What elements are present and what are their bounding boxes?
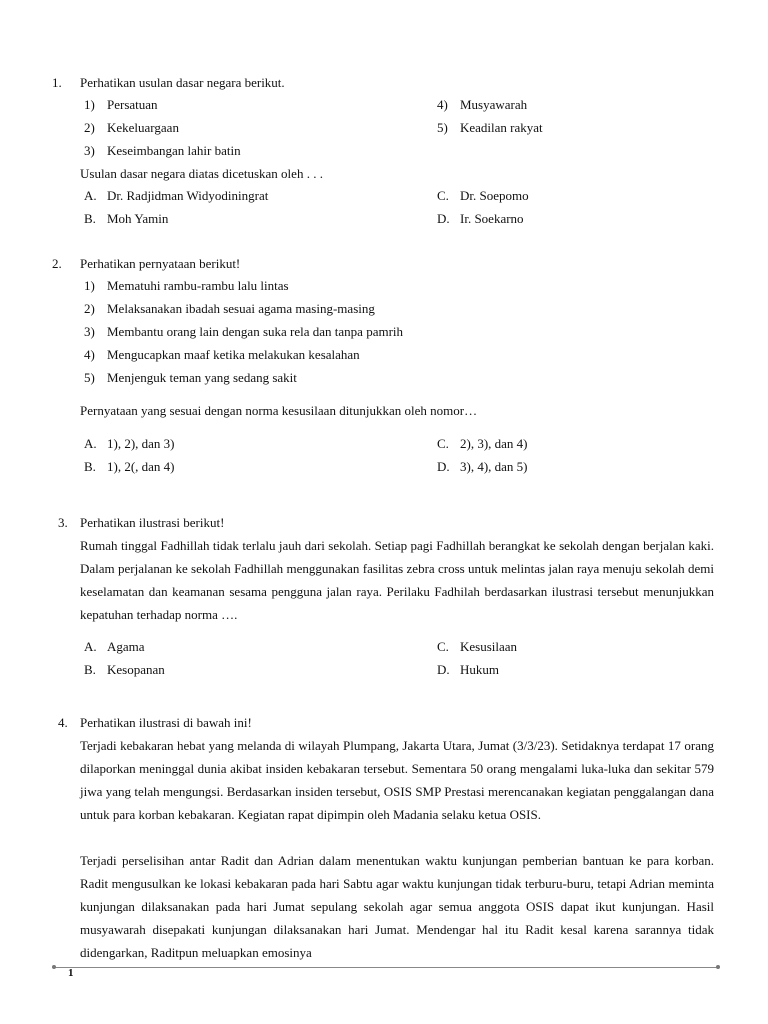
footer-rule-dot [716,965,720,969]
answer-option-a[interactable]: A. Agama [84,639,145,654]
question-paragraph: Rumah tinggal Fadhillah tidak terlalu jauh dari sekolah. Setiap pagi Fadhillah berangkat ke sekolah dengan berjalan kaki. Dalam perjalanan ke sekolah Fadhillah menggunakan fasilitas zebra cross untuk melintas jalan raya menuju sekolah demi keselamatan dan keamanan sesama pengguna jalan raya. Perilaku Fadhilah berdasarkan ilustrasi tersebut menunjukkan kepatuhan terhadap norma …. [80,538,714,622]
question-paragraph: Terjadi kebakaran hebat yang melanda di wilayah Plumpang, Jakarta Utara, Jumat (3/3/23). Setidaknya terdapat 17 orang dilaporkan meninggal dunia akibat insiden kebakaran tersebut. Sementara 50 orang mengalami luka-luka dan sekitar 579 jiwa yang telah mengungsi. Berdasarkan insiden tersebut, OSIS SMP Prestasi merencanakan kegiatan penggalangan dana untuk para korban kebakaran. Kegiatan rapat dipimpin oleh Madania selaku ketua OSIS. [80,738,714,822]
question-number: 1. [52,75,62,90]
question-number: 3. [58,515,68,530]
list-item: 1) Persatuan [84,97,158,112]
answer-option-c[interactable]: C. Dr. Soepomo [437,188,529,203]
list-item: 2) Kekeluargaan [84,120,179,135]
question-paragraph: Terjadi perselisihan antar Radit dan Adrian dalam menentukan waktu kunjungan pemberian bantuan ke para korban. Radit mengusulkan ke lokasi kebakaran pada hari Sabtu agar waktu kunjungan tidak terburu-buru, tetapi Adrian meminta kunjungan dilaksanakan pada hari Jumat sepulang sekolah agar semua anggota OSIS dapat ikut kunjungan. Hasil musyawarah disepakati kunjungan dilaksanakan hari Jumat. Mendengar hal itu Radit kesal karena sarannya tidak didengarkan, Raditpun meluapkan emosinya [80,853,714,960]
answer-option-a[interactable]: A. Dr. Radjidman Widyodiningrat [84,188,269,203]
answer-option-d[interactable]: D. Ir. Soekarno [437,211,524,226]
list-item: 5) Menjenguk teman yang sedang sakit [84,370,297,385]
list-item: 3) Keseimbangan lahir batin [84,143,241,158]
question-stem: Perhatikan ilustrasi di bawah ini! [80,715,252,730]
list-item: 4) Musyawarah [437,97,528,112]
question-number: 4. [58,715,68,730]
answer-option-c[interactable]: C. 2), 3), dan 4) [437,436,528,451]
question-number: 2. [52,256,62,271]
footer-rule-dot [52,965,56,969]
answer-option-d[interactable]: D. Hukum [437,662,499,677]
question-stem: Perhatikan ilustrasi berikut! [80,515,225,530]
list-item: 5) Keadilan rakyat [437,120,543,135]
list-item: 2) Melaksanakan ibadah sesuai agama masing-masing [84,301,375,316]
answer-option-b[interactable]: B. Kesopanan [84,662,165,677]
answer-option-b[interactable]: B. Moh Yamin [84,211,169,226]
question-prompt: Usulan dasar negara diatas dicetuskan oleh . . . [80,166,323,181]
list-item: 1) Mematuhi rambu-rambu lalu lintas [84,278,289,293]
page-number: 1 [68,967,74,979]
question-stem: Perhatikan usulan dasar negara berikut. [80,75,285,90]
footer-rule [54,967,718,968]
question-prompt: Pernyataan yang sesuai dengan norma kesusilaan ditunjukkan oleh nomor… [80,403,478,418]
answer-option-c[interactable]: C. Kesusilaan [437,639,518,654]
answer-option-a[interactable]: A. 1), 2), dan 3) [84,436,175,451]
question-stem: Perhatikan pernyataan berikut! [80,256,241,271]
answer-option-b[interactable]: B. 1), 2(, dan 4) [84,459,175,474]
answer-option-d[interactable]: D. 3), 4), dan 5) [437,459,528,474]
list-item: 4) Mengucapkan maaf ketika melakukan kesalahan [84,347,360,362]
list-item: 3) Membantu orang lain dengan suka rela dan tanpa pamrih [84,324,404,339]
